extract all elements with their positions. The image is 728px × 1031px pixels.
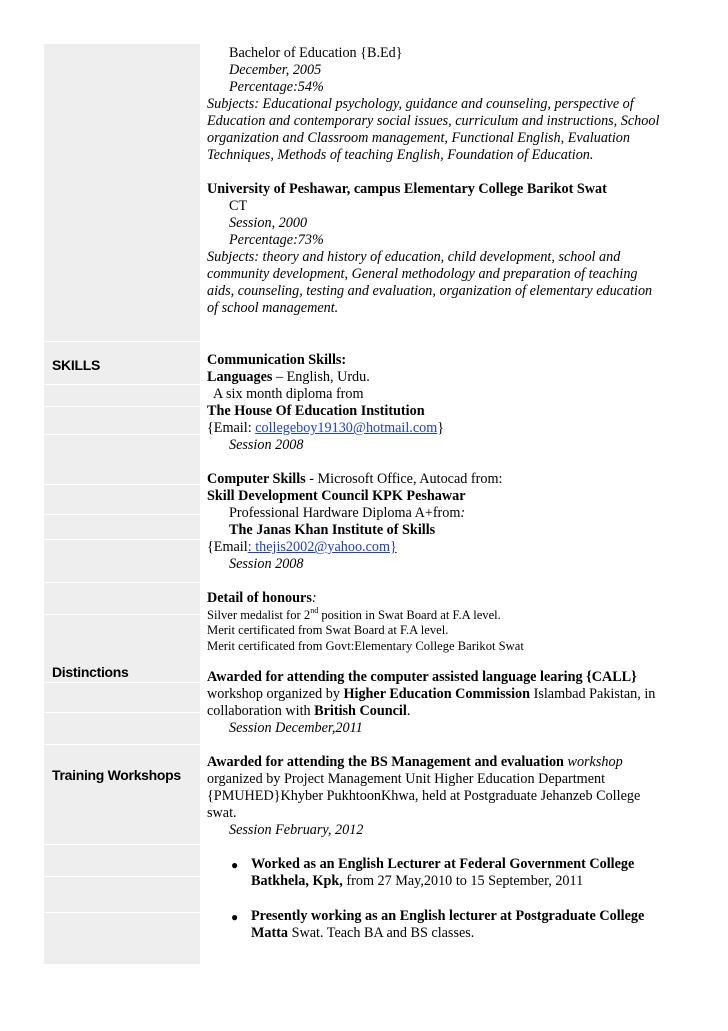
section-label-skills: SKILLS (52, 357, 100, 373)
ct-session: Session, 2000 (229, 215, 308, 231)
distinction-text: workshop organized by (207, 686, 344, 702)
experience-text: Swat. Teach BA and BS classes. (288, 925, 475, 941)
sidebar-divider (44, 912, 200, 913)
sidebar-divider (44, 514, 200, 515)
computer-skills-value: - Microsoft Office, Autocad from: (305, 471, 503, 487)
experience-text: from 27 May,2010 to 15 September, 2011 (342, 873, 584, 889)
ct-subjects-line: community development, General methodology and preparation of teaching (207, 266, 638, 282)
ct-degree: CT (229, 198, 248, 214)
section-label-training: Training Workshops (52, 767, 181, 783)
sidebar-divider (44, 384, 200, 385)
experience-text: Batkhela, Kpk, (251, 873, 343, 889)
experience-line (251, 873, 583, 890)
training-line: swat. (207, 805, 237, 821)
distinction-line (207, 686, 655, 703)
communication-diploma: A six month diploma from (213, 386, 364, 402)
experience-line: Worked as an English Lecturer at Federal Government College (251, 856, 635, 872)
sidebar-divider (44, 406, 200, 407)
distinction-text: Higher Education Commission (343, 686, 531, 702)
languages-value: – English, Urdu. (272, 369, 370, 385)
honours-line: Merit certificated from Govt:Elementary College Barikot Swat (207, 639, 524, 653)
ct-subjects-line: Subjects: theory and history of education, child development, school and (207, 249, 621, 265)
training-line (207, 754, 623, 771)
sidebar-divider (44, 341, 200, 342)
distinction-text: British Council (314, 703, 407, 719)
bullet-icon: ● (231, 858, 239, 872)
computer-diploma-colon: : (460, 505, 466, 521)
computer-skills-label: Computer Skills (207, 471, 306, 487)
sidebar-divider (44, 539, 200, 540)
distinction-line (207, 703, 410, 720)
experience-text: Matta (251, 925, 289, 941)
experience-line (251, 925, 474, 942)
languages-label: Languages (207, 369, 273, 385)
honours-heading-line (207, 590, 317, 607)
distinction-text: collaboration with (207, 703, 315, 719)
distinction-text: . (406, 703, 411, 719)
distinction-session: Session December,2011 (229, 720, 363, 736)
section-label-distinctions: Distinctions (52, 664, 129, 680)
distinction-line: Awarded for attending the computer assisted language learing {CALL} (207, 669, 637, 685)
training-line: organized by Project Management Unit Higher Education Department (207, 771, 606, 787)
training-text: workshop (563, 754, 623, 770)
languages-line (207, 369, 370, 386)
sidebar-background (44, 44, 200, 964)
honours-line1-post: position in Swat Board at F.A level. (318, 608, 501, 622)
training-session: Session February, 2012 (229, 822, 364, 838)
experience-line: Presently working as an English lecturer at Postgraduate College (251, 908, 645, 924)
training-line: {PMUHED}Khyber PukhtoonKhwa, held at Postgraduate Jehanzeb College (207, 788, 641, 804)
bed-subjects-line: Education and contemporary social issues, curriculum and instructions, School (207, 113, 660, 129)
sidebar-divider (44, 582, 200, 583)
sidebar-divider (44, 844, 200, 845)
sidebar-divider (44, 744, 200, 745)
computer-email-prefix: {Email (207, 539, 248, 555)
computer-diploma: Professional Hardware Diploma A+from (229, 505, 461, 521)
bed-subjects-line: organization and Classroom management, Functional English, Evaluation (207, 130, 630, 146)
training-text: Awarded for attending the BS Management and evaluation (207, 754, 564, 770)
sidebar-divider (44, 484, 200, 485)
computer-diploma-line (229, 505, 465, 522)
communication-heading: Communication Skills: (207, 352, 347, 368)
sidebar-divider (44, 712, 200, 713)
communication-email-line (207, 420, 444, 437)
communication-institution: The House Of Education Institution (207, 403, 425, 419)
ct-subjects-line: aids, counseling, testing and evaluation, organization of elementary education (207, 283, 653, 299)
email-link[interactable]: collegeboy19130@hotmail.com (255, 420, 438, 436)
bed-subjects-line: Subjects: Educational psychology, guidance and counseling, perspective of (207, 96, 634, 112)
sidebar-divider (44, 876, 200, 877)
computer-session: Session 2008 (229, 556, 304, 572)
bullet-icon: ● (231, 910, 239, 924)
bed-percentage: Percentage:54% (229, 79, 324, 95)
honours-line1-sup: nd (310, 606, 319, 615)
honours-line1-pre: Silver medalist for 2 (207, 608, 311, 622)
bed-subjects-line: Techniques, Methods of teaching English, Foundation of Education. (207, 147, 594, 163)
honours-line: Merit certificated from Swat Board at F.A level. (207, 623, 449, 637)
communication-session: Session 2008 (229, 437, 304, 453)
computer-skills-line (207, 471, 502, 488)
distinction-text: Islambad Pakistan, in (530, 686, 656, 702)
email-prefix: {Email: (207, 420, 256, 436)
sidebar-divider (44, 434, 200, 435)
email-suffix: } (437, 420, 445, 436)
bed-date: December, 2005 (229, 62, 322, 78)
honours-colon: : (311, 590, 317, 606)
computer-email-link[interactable]: : thejis2002@yahoo.com} (247, 539, 397, 555)
sidebar-divider (44, 682, 200, 683)
ct-institution: University of Peshawar, campus Elementary College Barikot Swat (207, 181, 607, 197)
computer-email-line (207, 539, 397, 556)
ct-subjects-line: of school management. (207, 300, 339, 316)
sidebar-divider (44, 614, 200, 615)
computer-institution: Skill Development Council KPK Peshawar (207, 488, 466, 504)
bed-degree: Bachelor of Education {B.Ed} (229, 45, 403, 61)
computer-institute2: The Janas Khan Institute of Skills (229, 522, 436, 538)
honours-heading: Detail of honours (207, 590, 312, 606)
ct-percentage: Percentage:73% (229, 232, 324, 248)
